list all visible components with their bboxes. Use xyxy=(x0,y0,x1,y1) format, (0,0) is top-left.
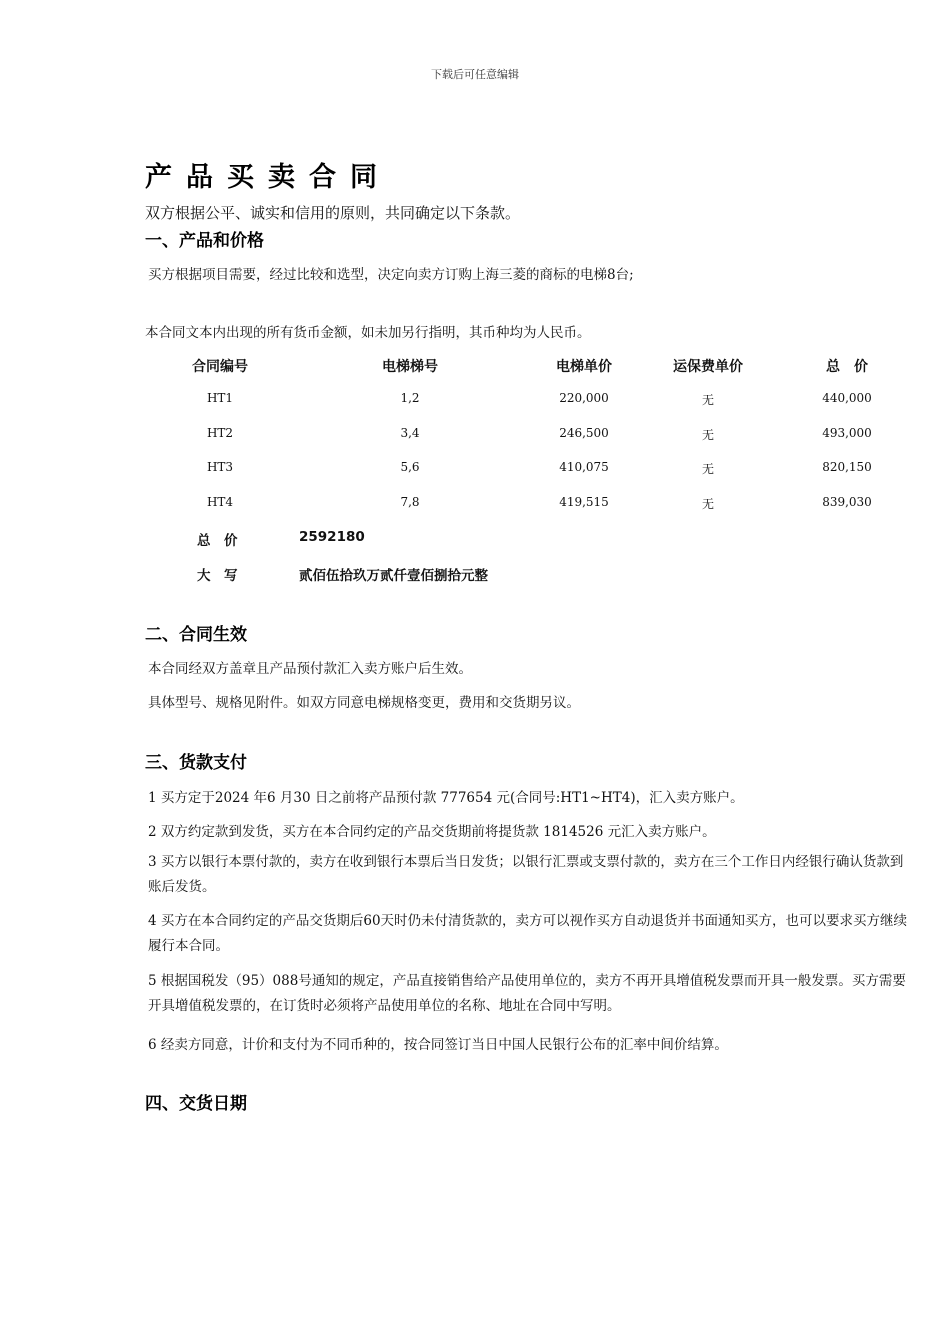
payment-clause-2: 2 双方约定款到发货，买方在本合同约定的产品交货期前将提货款 1814526 元汇入卖方账户。 xyxy=(148,824,716,840)
section-4-heading: 四、交货日期 xyxy=(145,1094,247,1114)
document-title: 产品买卖合同 xyxy=(145,162,391,193)
table-header-total: 总 价 xyxy=(826,359,868,375)
section-1-para-1: 买方根据项目需要，经过比较和选型，决定向卖方订购上海三菱的商标的电梯8台; xyxy=(148,267,634,283)
payment-clause-6: 6 经卖方同意，计价和支付为不同币种的，按合同签订当日中国人民银行公布的汇率中间价结算。 xyxy=(148,1037,728,1053)
cell-elevator-no: 7,8 xyxy=(400,495,420,509)
section-1-para-2: 本合同文本内出现的所有货币金额，如未加另行指明，其币种均为人民币。 xyxy=(145,325,591,341)
table-header-elevator-no: 电梯梯号 xyxy=(382,359,438,375)
header-note: 下载后可任意编辑 xyxy=(431,68,519,81)
section-1-heading: 一、产品和价格 xyxy=(145,231,264,251)
table-header-freight-price: 运保费单价 xyxy=(673,359,743,375)
cell-contract-no: HT1 xyxy=(206,391,234,405)
cell-freight-price: 无 xyxy=(701,462,714,476)
cell-unit-price: 220,000 xyxy=(559,391,609,405)
payment-clause-4: 4 买方在本合同约定的产品交货期后60天时仍未付清货款的，卖方可以视作买方自动退货并书面通知买方，也可以要求买方继续履行本合同。 xyxy=(148,913,908,954)
cell-total: 839,030 xyxy=(822,495,872,509)
table-header-contract-no: 合同编号 xyxy=(192,359,248,375)
payment-clause-1: 1 买方定于2024 年6 月30 日之前将产品预付款 777654 元(合同号:HT1~HT4)，汇入卖方账户。 xyxy=(148,790,744,806)
total-value: 2592180 xyxy=(299,529,365,545)
total-label: 总 价 xyxy=(197,533,238,549)
payment-clause-5: 5 根据国税发（95）088号通知的规定，产品直接销售给产品使用单位的，卖方不再开具增值税发票而开具一般发票。买方需要开具增值税发票的，在订货时必须将产品使用单位的名称、地址在合同中写明。 xyxy=(148,973,906,1014)
capital-amount-value: 贰佰伍拾玖万贰仟壹佰捌拾元整 xyxy=(299,568,488,584)
section-2-heading: 二、合同生效 xyxy=(145,625,247,645)
capital-amount-label: 大 写 xyxy=(197,568,238,584)
cell-elevator-no: 5,6 xyxy=(400,460,420,474)
cell-total: 493,000 xyxy=(822,426,872,440)
cell-elevator-no: 1,2 xyxy=(400,391,420,405)
table-header-unit-price: 电梯单价 xyxy=(556,359,612,375)
section-3-heading: 三、货款支付 xyxy=(145,753,247,773)
cell-total: 440,000 xyxy=(822,391,872,405)
cell-total: 820,150 xyxy=(822,460,872,474)
cell-contract-no: HT3 xyxy=(206,460,234,474)
cell-freight-price: 无 xyxy=(701,497,714,511)
section-2-para-1: 本合同经双方盖章且产品预付款汇入卖方账户后生效。 xyxy=(148,661,472,677)
cell-contract-no: HT4 xyxy=(206,495,234,509)
cell-unit-price: 419,515 xyxy=(559,495,609,509)
section-2-para-2: 具体型号、规格见附件。如双方同意电梯规格变更，费用和交货期另议。 xyxy=(148,695,580,711)
cell-unit-price: 410,075 xyxy=(559,460,609,474)
cell-freight-price: 无 xyxy=(701,393,714,407)
cell-freight-price: 无 xyxy=(701,428,714,442)
cell-unit-price: 246,500 xyxy=(559,426,609,440)
cell-contract-no: HT2 xyxy=(206,426,234,440)
payment-clause-3: 3 买方以银行本票付款的，卖方在收到银行本票后当日发货；以银行汇票或支票付款的，卖方在三个工作日内经银行确认货款到账后发货。 xyxy=(148,854,904,895)
cell-elevator-no: 3,4 xyxy=(400,426,420,440)
intro-paragraph: 双方根据公平、诚实和信用的原则，共同确定以下条款。 xyxy=(145,204,521,222)
